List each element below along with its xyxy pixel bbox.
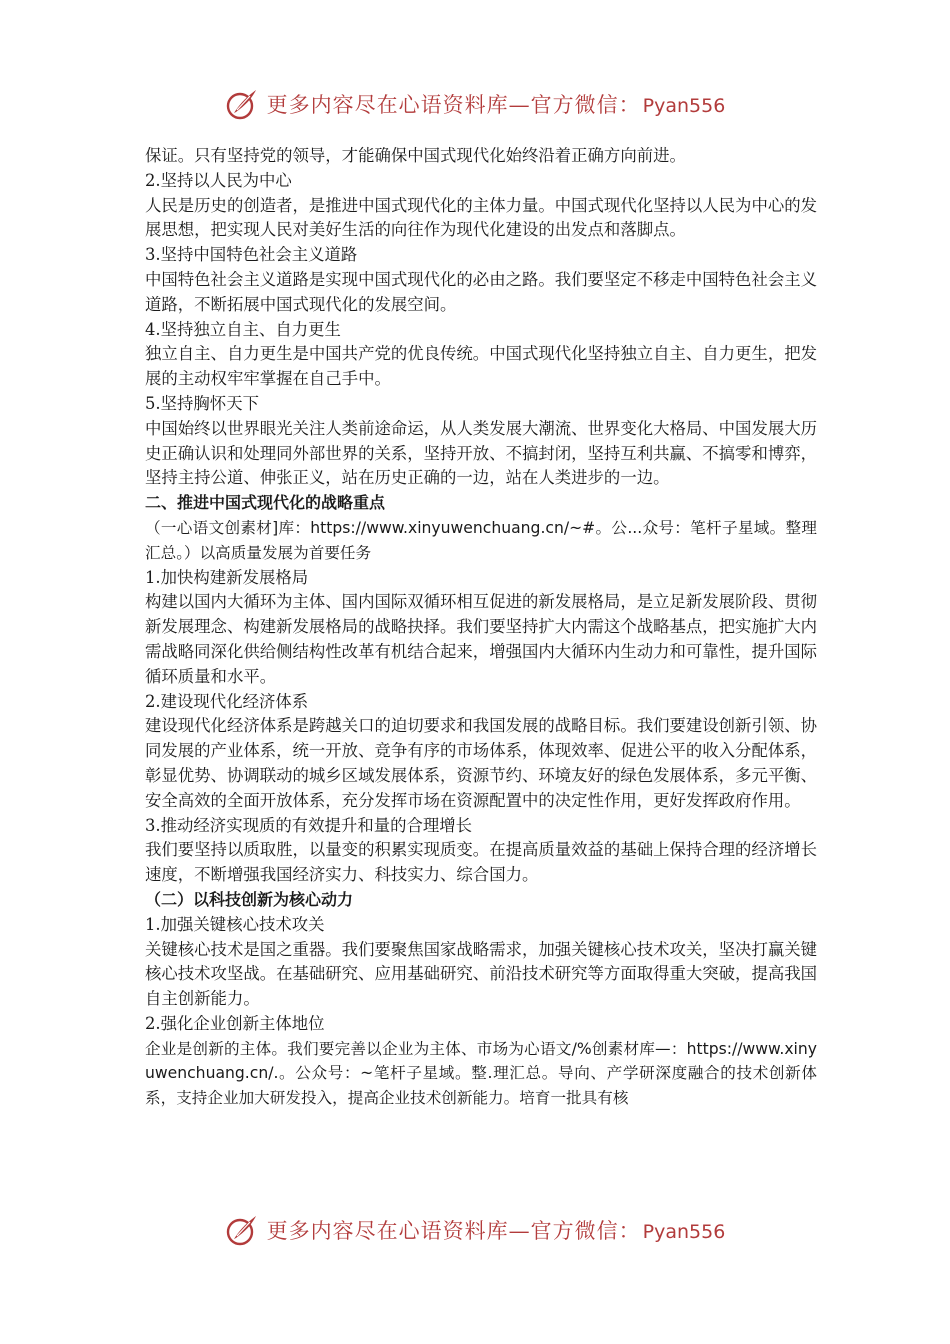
paragraph: 我们要坚持以质取胜，以量变的积累实现质变。在提高质量效益的基础上保持合理的经济增长速度，不断增强我国经济实力、科技实力、综合国力。 xyxy=(145,840,818,885)
paragraph: 中国始终以世界眼光关注人类前途命运，从人类发展大潮流、世界变化大格局、中国发展大历史正确认识和处理同外部世界的关系，坚持开放、不搞封闭，坚持互利共赢、不搞零和博弈，坚持主持公道、伸张正义，站在历史正确的一边，站在人类进步的一边。 xyxy=(145,418,818,488)
paragraph: 2.坚持以人民为中心 xyxy=(145,170,292,190)
section-heading: 二、推进中国式现代化的战略重点 xyxy=(145,493,386,513)
paragraph: 建设现代化经济体系是跨越关口的迫切要求和我国发展的战略目标。我们要建设创新引领、协同发展的产业体系，统一开放、竞争有序的市场体系，体现效率、促进公平的收入分配体系，彰显优势、协调联动的城乡区域发展体系，资源节约、环境友好的绿色发展体系，多元平衡、安全高效的全面开放体系，充分发挥市场在资源配置中的决定性作用，更好发挥政府作用。 xyxy=(145,716,818,810)
footer-wechat-id: Pyan556 xyxy=(642,1221,726,1243)
paragraph: 关键核心技术是国之重器。我们要聚焦国家战略需求，加强关键核心技术攻关，坚决打赢关键核心技术攻坚战。在基础研究、应用基础研究、前沿技术研究等方面取得重大突破，提高我国自主创新能力。 xyxy=(145,939,818,1009)
footer-banner-text: 更多内容尽在心语资料库—官方微信： Pyan556 xyxy=(266,1219,726,1243)
paragraph: 2.建设现代化经济体系 xyxy=(145,691,309,711)
paragraph: 3.坚持中国特色社会主义道路 xyxy=(145,245,358,265)
quill-logo-icon xyxy=(225,87,259,121)
paragraph: 3.推动经济实现质的有效提升和量的合理增长 xyxy=(145,815,473,835)
paragraph: 4.坚持独立自主、自力更生 xyxy=(145,319,341,339)
header-wechat-id: Pyan556 xyxy=(642,95,726,117)
header-banner xyxy=(0,84,950,124)
paragraph: 2.强化企业创新主体地位 xyxy=(145,1013,325,1033)
paragraph: 保证。只有坚持党的领导，才能确保中国式现代化始终沿着正确方向前进。 xyxy=(145,146,686,165)
paragraph: 5.坚持胸怀天下 xyxy=(145,393,259,413)
paragraph: 独立自主、自力更生是中国共产党的优良传统。中国式现代化坚持独立自主、自力更生，把发展的主动权牢牢掌握在自己手中。 xyxy=(145,344,818,389)
paragraph: 构建以国内大循环为主体、国内国际双循环相互促进的新发展格局，是立足新发展阶段、贯彻新发展理念、构建新发展格局的战略抉择。我们要坚持扩大内需这个战略基点，把实施扩大内需战略同深化供给侧结构性改革有机结合起来，增强国内大循环内生动力和可靠性，提升国际循环质量和水平。 xyxy=(145,592,818,686)
section-heading: （二）以科技创新为核心动力 xyxy=(145,889,354,909)
paragraph: 人民是历史的创造者，是推进中国式现代化的主体力量。中国式现代化坚持以人民为中心的发展思想，把实现人民对美好生活的向往作为现代化建设的出发点和落脚点。 xyxy=(145,195,818,240)
paragraph: 企业是创新的主体。我们要完善以企业为主体、市场为心语文/%创素材库—：https://www.xinyuwenchuang.cn/.。公众号：~笔杆子星域。整.理汇总。导向、产学研深度融合的技术创新体系，支持企业加大研发投入，提高企业技术创新能力。培育一批具有核 xyxy=(145,1039,817,1108)
document-body xyxy=(145,144,817,1111)
footer-banner xyxy=(0,1210,950,1250)
paragraph: 1.加快构建新发展格局 xyxy=(145,567,309,587)
paragraph: 中国特色社会主义道路是实现中国式现代化的必由之路。我们要坚定不移走中国特色社会主义道路，不断拓展中国式现代化的发展空间。 xyxy=(145,269,818,314)
header-banner-text: 更多内容尽在心语资料库—官方微信： Pyan556 xyxy=(266,93,726,117)
paragraph: （一心语文创素材]库：https://www.xinyuwenchuang.cn/~#。公...众号：笔杆子星域。整理汇总。）以高质量发展为首要任务 xyxy=(145,518,817,562)
paragraph: 1.加强关键核心技术攻关 xyxy=(145,914,325,934)
quill-logo-icon xyxy=(225,1213,259,1247)
